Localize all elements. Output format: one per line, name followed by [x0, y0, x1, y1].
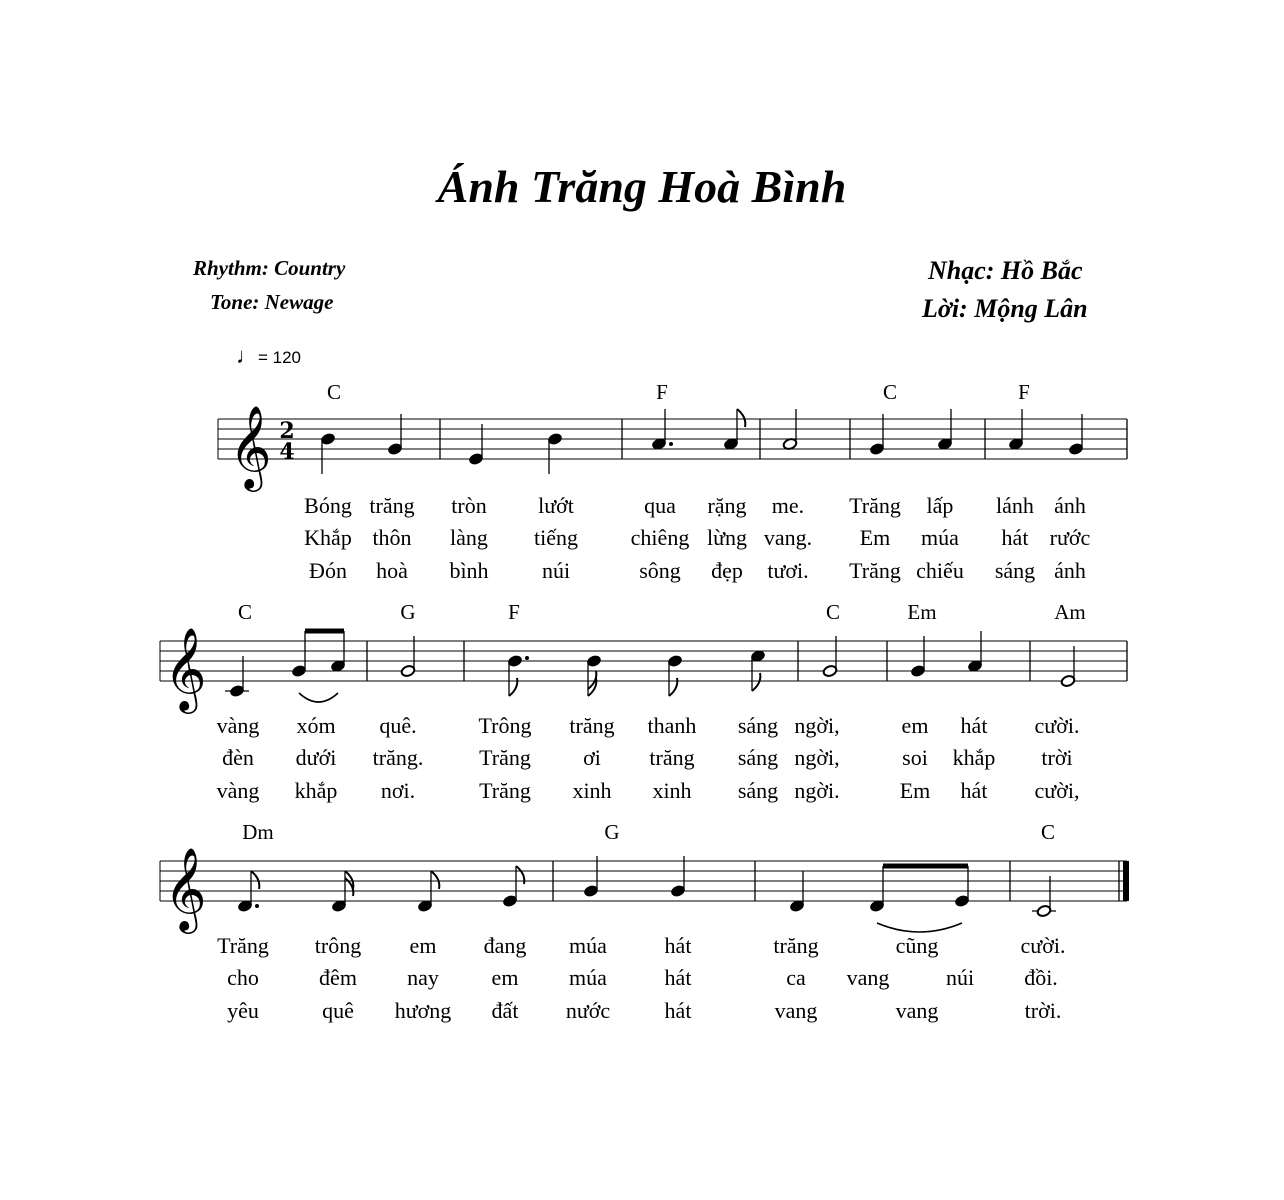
- lyric-verse-3-word: đẹp: [711, 558, 743, 583]
- note-flag: [737, 409, 745, 427]
- lyric-verse-1-word: cười.: [1034, 713, 1080, 738]
- lyric-verse-3-word: nước: [565, 998, 611, 1023]
- lyric-verse-3-word: sông: [639, 558, 681, 583]
- treble-clef-icon: 𝄞: [164, 846, 207, 930]
- augmentation-dot: [669, 442, 673, 446]
- lyric-verse-3-word: vang: [895, 998, 939, 1023]
- song-title: Ánh Trăng Hoà Bình: [437, 161, 847, 212]
- lyric-verse-2-word: múa: [921, 525, 959, 550]
- lyric-verse-3-word: xinh: [572, 778, 612, 803]
- lyric-verse-1-word: qua: [644, 493, 676, 518]
- lyric-verse-2-word: đèn: [222, 745, 254, 770]
- time-signature-top: 2: [279, 418, 295, 444]
- lyric-verse-2-word: vang.: [763, 525, 813, 550]
- lyric-verse-3-word: Trăng: [849, 558, 901, 583]
- lyric-verse-3-word: sáng: [737, 778, 779, 803]
- chord-symbol: Am: [1054, 600, 1086, 624]
- lyric-verse-2-word: rước: [1049, 525, 1091, 550]
- chord-symbol: C: [882, 380, 898, 404]
- lyric-verse-1-word: cười.: [1020, 933, 1066, 958]
- lyric-verse-2-word: dưới: [295, 745, 337, 770]
- note-flag: [251, 871, 259, 889]
- lyricist-label: Lời: Mộng Lân: [922, 294, 1088, 323]
- lyric-verse-2-word: trăng.: [372, 745, 424, 770]
- lyric-verse-3-word: hương: [394, 998, 452, 1023]
- note-flag: [431, 871, 439, 889]
- lyric-verse-1-word: sáng: [737, 713, 779, 738]
- lyric-verse-2-word: thôn: [372, 525, 412, 550]
- chord-symbol: C: [825, 600, 841, 624]
- rhythm-label: Rhythm: Country: [193, 256, 346, 280]
- lyric-verse-3-word: hát: [960, 778, 988, 803]
- lyric-verse-3-word: xinh: [652, 778, 692, 803]
- lyric-verse-1-word: trăng: [773, 933, 819, 958]
- lyric-verse-2-word: tiếng: [534, 525, 578, 550]
- lyric-verse-3-word: đất: [491, 998, 519, 1023]
- treble-clef-icon: 𝄞: [229, 404, 272, 488]
- lyric-verse-1-word: Trông: [478, 713, 532, 738]
- lyric-verse-1-word: thanh: [647, 713, 697, 738]
- lyric-verse-3-word: quê: [322, 998, 354, 1023]
- lyric-verse-3-word: chiếu: [916, 558, 964, 583]
- lyric-verse-1-word: em: [901, 713, 929, 738]
- lyric-verse-1-word: hát: [664, 933, 692, 958]
- lyric-verse-1-word: tròn: [451, 493, 487, 518]
- lyric-verse-1-word: múa: [569, 933, 607, 958]
- lyric-verse-2-word: lừng: [706, 525, 748, 550]
- lyric-verse-3-word: hát: [664, 998, 692, 1023]
- chord-symbol: F: [1018, 380, 1030, 404]
- lyric-verse-2-word: cho: [227, 965, 259, 990]
- chord-symbol: G: [604, 820, 620, 844]
- lyric-verse-3-word: khắp: [294, 778, 338, 803]
- lyric-verse-1-word: ánh: [1054, 493, 1086, 518]
- lyric-verse-2-word: làng: [450, 525, 488, 550]
- tone-label: Tone: Newage: [210, 290, 334, 314]
- chord-symbol: F: [508, 600, 520, 624]
- lyric-verse-2-word: trăng: [649, 745, 695, 770]
- augmentation-dot: [525, 656, 529, 660]
- lyric-verse-1-word: ngời,: [794, 713, 840, 738]
- tempo-value: = 120: [258, 348, 302, 367]
- lyric-verse-1-word: Bóng: [304, 493, 352, 518]
- chord-symbol: F: [656, 380, 668, 404]
- lyric-verse-2-word: ngời,: [794, 745, 840, 770]
- chord-symbol: Dm: [242, 820, 274, 844]
- lyric-verse-3-word: bình: [449, 558, 489, 583]
- lyric-verse-1-word: vàng: [216, 713, 260, 738]
- lyric-verse-1-word: quê.: [379, 713, 417, 738]
- lyric-verse-3-word: tươi.: [767, 558, 809, 583]
- chord-symbol: Em: [907, 600, 937, 624]
- lyric-verse-1-word: rặng: [707, 493, 747, 518]
- lyric-verse-2-word: núi: [945, 965, 975, 990]
- lyric-verse-1-word: lướt: [538, 493, 574, 518]
- chord-symbol: G: [400, 600, 416, 624]
- lyric-verse-3-word: vàng: [216, 778, 260, 803]
- lyric-verse-1-word: trăng: [569, 713, 615, 738]
- lyric-verse-3-word: hoà: [376, 558, 408, 583]
- lyric-verse-1-word: trông: [314, 933, 362, 958]
- lyric-verse-3-word: yêu: [227, 998, 259, 1023]
- final-thick-barline: [1123, 861, 1129, 901]
- lyric-verse-2-word: Trăng: [479, 745, 531, 770]
- lyric-verse-2-word: đồi.: [1024, 965, 1058, 990]
- slur: [299, 693, 338, 702]
- treble-clef-icon: 𝄞: [164, 626, 207, 710]
- lyric-verse-3-word: núi: [541, 558, 571, 583]
- lyric-verse-1-word: trăng: [369, 493, 415, 518]
- lyric-verse-1-word: cũng: [895, 933, 939, 958]
- lyric-verse-1-word: Trăng: [849, 493, 901, 518]
- lyric-verse-1-word: xóm: [296, 713, 336, 738]
- lyric-verse-3-word: Em: [899, 778, 931, 803]
- lyric-verse-2-word: Em: [859, 525, 891, 550]
- lyric-verse-1-word: Trăng: [217, 933, 269, 958]
- lyric-verse-3-word: Đón: [309, 558, 347, 583]
- lyric-verse-2-word: múa: [569, 965, 607, 990]
- lyric-verse-3-word: sáng: [994, 558, 1036, 583]
- lyric-verse-2-word: vang: [846, 965, 890, 990]
- chord-symbol: C: [1040, 820, 1056, 844]
- lyric-verse-1-word: me.: [771, 493, 805, 518]
- lyric-verse-2-word: hát: [664, 965, 692, 990]
- lyric-verse-2-word: đêm: [319, 965, 357, 990]
- chord-symbol: C: [326, 380, 342, 404]
- lyric-verse-2-word: em: [491, 965, 519, 990]
- lyric-verse-3-word: trời.: [1024, 998, 1062, 1023]
- lyric-verse-3-word: nơi.: [380, 778, 416, 803]
- lyric-verse-1-word: em: [409, 933, 437, 958]
- lyric-verse-3-word: cười,: [1034, 778, 1080, 803]
- lyric-verse-2-word: ca: [786, 965, 806, 990]
- lyric-verse-1-word: lánh: [996, 493, 1034, 518]
- lyric-verse-2-word: nay: [407, 965, 439, 990]
- quarter-note-icon: ♩: [236, 343, 258, 368]
- augmentation-dot: [255, 904, 259, 908]
- time-signature-bottom: 4: [279, 439, 295, 465]
- lyric-verse-1-word: hát: [960, 713, 988, 738]
- lyric-verse-2-word: sáng: [737, 745, 779, 770]
- lyric-verse-2-word: khắp: [952, 745, 996, 770]
- lyric-verse-2-word: soi: [902, 745, 928, 770]
- lyric-verse-3-word: Trăng: [479, 778, 531, 803]
- lyric-verse-3-word: ngời.: [794, 778, 840, 803]
- lyric-verse-2-word: ơi: [583, 745, 601, 770]
- composer-label: Nhạc: Hồ Bắc: [928, 256, 1083, 285]
- lyric-verse-2-word: chiêng: [630, 525, 690, 550]
- lyric-verse-3-word: ánh: [1054, 558, 1086, 583]
- lyric-verse-3-word: vang: [774, 998, 818, 1023]
- chord-symbol: C: [237, 600, 253, 624]
- lyric-verse-2-word: Khắp: [304, 525, 352, 550]
- slur: [877, 923, 962, 932]
- lyric-verse-2-word: hát: [1001, 525, 1029, 550]
- note-flag: [752, 673, 760, 691]
- lyric-verse-1-word: đang: [483, 933, 527, 958]
- lyric-verse-1-word: lấp: [926, 493, 954, 518]
- lyric-verse-2-word: trời: [1041, 745, 1073, 770]
